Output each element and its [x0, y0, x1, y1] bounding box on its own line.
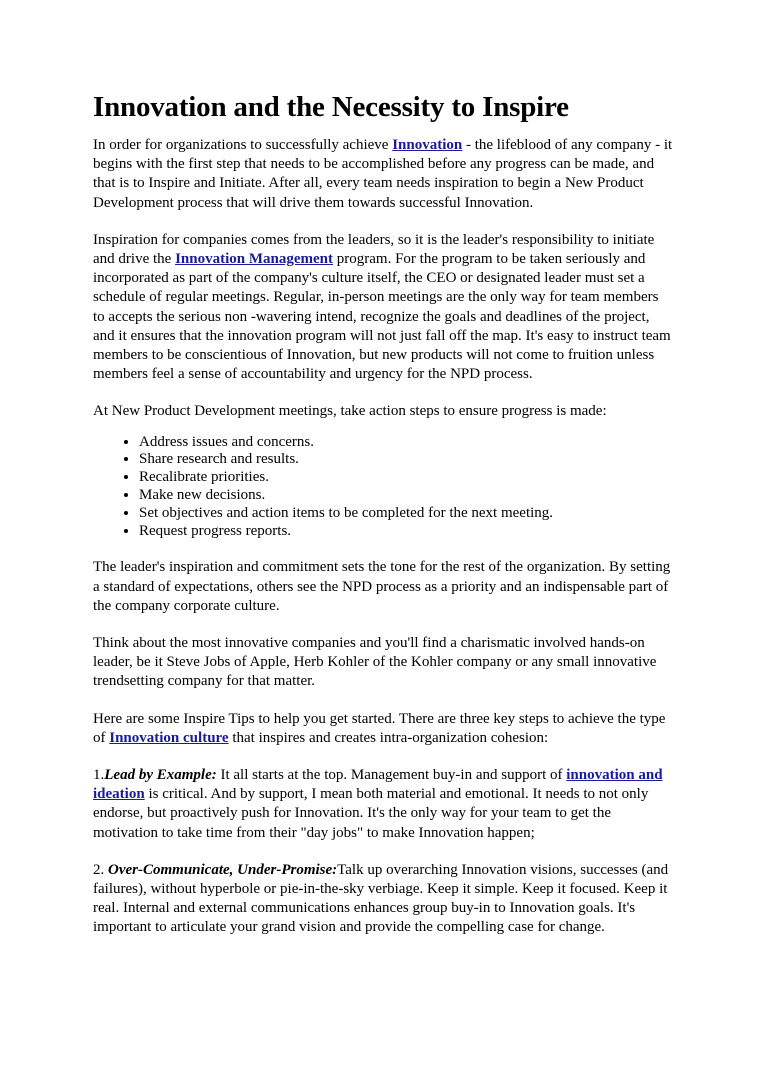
innovation-management-link[interactable]: Innovation Management: [175, 250, 333, 267]
list-item: • Recalibrate priorities.: [139, 469, 673, 487]
text: Here are some Inspire Tips to help you get started. There are three key steps to achieve the type of: [93, 710, 666, 746]
paragraph-commitment: The leader's inspiration and commitment sets the tone for the rest of the organization. By setting a standard of expectations, others see the NPD process as a priority and an indispensable part of the company corporate culture.: [93, 559, 671, 614]
step-number: 2.: [93, 861, 108, 878]
document-page: [93, 92, 673, 956]
innovation-link[interactable]: Innovation: [392, 136, 463, 153]
text: Talk up overarching Innovation visions, successes (and failures), without hyperbole or pie-in-the-sky verbiage. Keep it simple. Keep it focused. Keep it real. Internal and external communications enhances group buy-in to Innovation goals. It's important to articulate your grand vision and provide the compelling case for change.: [93, 861, 669, 936]
step-heading: Over-Communicate, Under-Promise:: [108, 861, 338, 878]
innovation-culture-link[interactable]: Innovation culture: [109, 729, 229, 746]
list-item: • Address issues and concerns.: [139, 434, 673, 452]
list-item: • Make new decisions.: [139, 487, 673, 505]
paragraph-step-1: [93, 766, 673, 843]
step-heading: Lead by Example:: [104, 766, 217, 783]
text: - the lifeblood of any company - it begins with the first step that needs to be accomplished before any progress can be made, and that is to Inspire and Initiate. After all, every team needs inspiration to begin a New Product Development process that will drive them towards successful Innovation.: [93, 136, 673, 211]
text: is critical. And by support, I mean both material and emotional. It needs to not only endorse, but proactively push for Innovation. It's the only way for your team to get the motivation to take time from their "day jobs" to make Innovation happen;: [93, 786, 649, 841]
paragraph-companies: Think about the most innovative companies and you'll find a charismatic involved hands-on leader, be it Steve Jobs of Apple, Herb Kohler of the Kohler company or any small innovative trendsetting company for that matter.: [93, 634, 657, 690]
text: that inspires and creates intra-organization cohesion:: [228, 729, 549, 746]
list-item: • Request progress reports.: [139, 523, 673, 541]
paragraph-step-2: [93, 861, 673, 938]
list-item: • Share research and results.: [139, 451, 673, 469]
paragraph-inspiration: [93, 231, 673, 385]
paragraph-meetings: At New Product Development meetings, take action steps to ensure progress is made:: [93, 403, 607, 420]
paragraph-tips: [93, 710, 673, 748]
paragraph-intro: [93, 136, 673, 213]
list-item: • Set objectives and action items to be completed for the next meeting.: [139, 505, 673, 523]
page-title: Innovation and the Necessity to Inspire: [93, 91, 569, 123]
text: It all starts at the top. Management buy-in and support of: [216, 766, 567, 783]
innovation-ideation-link[interactable]: innovation and ideation: [93, 766, 663, 803]
text: Inspiration for companies comes from the leaders, so it is the leader's responsibility to initiate and drive the: [93, 231, 655, 267]
text: In order for organizations to successfully achieve: [93, 136, 393, 153]
action-steps-list: [93, 434, 673, 541]
text: program. For the program to be taken seriously and incorporated as part of the company's culture itself, the CEO or designated leader must set a schedule of regular meetings. Regular, in-person meetings are the only way for team members to accepts the serious non -wavering intend, recognize the goals and deadlines of the project, and it ensures that the innovation program will not just fall off the map. It's easy to instruct team members to be conscientious of Innovation, but new products will not come to fruition unless members feel a sense of accountability and urgency for the NPD process.: [93, 250, 671, 383]
step-number: 1.: [93, 766, 105, 783]
